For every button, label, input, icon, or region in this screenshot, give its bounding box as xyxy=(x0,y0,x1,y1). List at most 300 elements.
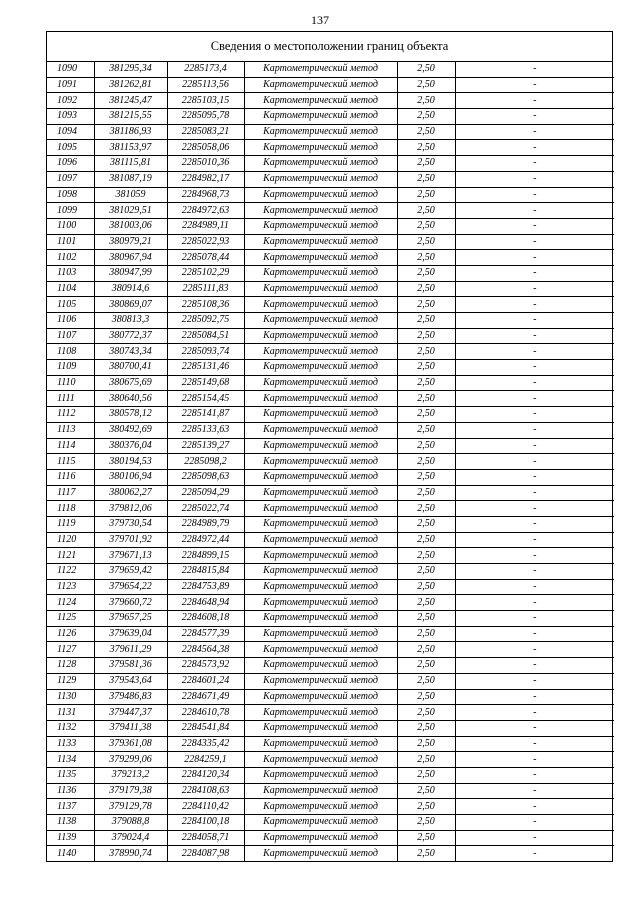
y-coordinate-cell: 2285058,06 xyxy=(167,140,244,156)
description-cell: - xyxy=(455,595,614,611)
method-cell: Картометрический метод xyxy=(244,736,397,752)
point-number-cell: 1109 xyxy=(47,360,94,376)
accuracy-cell: 2,50 xyxy=(397,140,455,156)
description-cell: - xyxy=(455,250,614,266)
method-cell: Картометрический метод xyxy=(244,846,397,861)
method-cell: Картометрический метод xyxy=(244,234,397,250)
accuracy-cell: 2,50 xyxy=(397,485,455,501)
description-cell: - xyxy=(455,564,614,580)
description-cell: - xyxy=(455,752,614,768)
table-row xyxy=(47,799,614,815)
description-cell: - xyxy=(455,109,614,125)
accuracy-cell: 2,50 xyxy=(397,579,455,595)
point-number-cell: 1135 xyxy=(47,767,94,783)
table-title: Сведения о местоположении границ объекта xyxy=(47,32,612,62)
accuracy-cell: 2,50 xyxy=(397,344,455,360)
point-number-cell: 1101 xyxy=(47,234,94,250)
method-cell: Картометрический метод xyxy=(244,156,397,172)
accuracy-cell: 2,50 xyxy=(397,250,455,266)
method-cell: Картометрический метод xyxy=(244,548,397,564)
point-number-cell: 1124 xyxy=(47,595,94,611)
description-cell: - xyxy=(455,799,614,815)
accuracy-cell: 2,50 xyxy=(397,626,455,642)
description-cell: - xyxy=(455,830,614,846)
point-number-cell: 1095 xyxy=(47,140,94,156)
y-coordinate-cell: 2285108,36 xyxy=(167,297,244,313)
table-row xyxy=(47,375,614,391)
description-cell: - xyxy=(455,171,614,187)
description-cell: - xyxy=(455,626,614,642)
table-row xyxy=(47,579,614,595)
method-cell: Картометрический метод xyxy=(244,626,397,642)
x-coordinate-cell: 379213,2 xyxy=(94,767,167,783)
point-number-cell: 1140 xyxy=(47,846,94,861)
x-coordinate-cell: 378990,74 xyxy=(94,846,167,861)
table-row xyxy=(47,218,614,234)
table-row xyxy=(47,109,614,125)
accuracy-cell: 2,50 xyxy=(397,313,455,329)
method-cell: Картометрический метод xyxy=(244,375,397,391)
description-cell: - xyxy=(455,391,614,407)
description-cell: - xyxy=(455,313,614,329)
x-coordinate-cell: 380967,94 xyxy=(94,250,167,266)
method-cell: Картометрический метод xyxy=(244,485,397,501)
point-number-cell: 1119 xyxy=(47,516,94,532)
y-coordinate-cell: 2284610,78 xyxy=(167,705,244,721)
table-row xyxy=(47,171,614,187)
method-cell: Картометрический метод xyxy=(244,767,397,783)
point-number-cell: 1099 xyxy=(47,203,94,219)
x-coordinate-cell: 381115,81 xyxy=(94,156,167,172)
table-row xyxy=(47,328,614,344)
x-coordinate-cell: 381215,55 xyxy=(94,109,167,125)
table-row xyxy=(47,658,614,674)
boundary-table-frame xyxy=(46,31,613,862)
description-cell: - xyxy=(455,265,614,281)
x-coordinate-cell: 379659,42 xyxy=(94,564,167,580)
accuracy-cell: 2,50 xyxy=(397,187,455,203)
y-coordinate-cell: 2284564,38 xyxy=(167,642,244,658)
table-row xyxy=(47,313,614,329)
accuracy-cell: 2,50 xyxy=(397,124,455,140)
boundary-points-table xyxy=(47,62,614,861)
method-cell: Картометрический метод xyxy=(244,516,397,532)
method-cell: Картометрический метод xyxy=(244,328,397,344)
x-coordinate-cell: 381262,81 xyxy=(94,77,167,93)
y-coordinate-cell: 2284058,71 xyxy=(167,830,244,846)
x-coordinate-cell: 379411,38 xyxy=(94,720,167,736)
y-coordinate-cell: 2285095,78 xyxy=(167,109,244,125)
y-coordinate-cell: 2284259,1 xyxy=(167,752,244,768)
point-number-cell: 1097 xyxy=(47,171,94,187)
y-coordinate-cell: 2285092,75 xyxy=(167,313,244,329)
description-cell: - xyxy=(455,673,614,689)
table-row xyxy=(47,783,614,799)
description-cell: - xyxy=(455,611,614,627)
x-coordinate-cell: 379657,25 xyxy=(94,611,167,627)
y-coordinate-cell: 2285113,56 xyxy=(167,77,244,93)
x-coordinate-cell: 380743,34 xyxy=(94,344,167,360)
method-cell: Картометрический метод xyxy=(244,124,397,140)
description-cell: - xyxy=(455,234,614,250)
description-cell: - xyxy=(455,297,614,313)
point-number-cell: 1102 xyxy=(47,250,94,266)
accuracy-cell: 2,50 xyxy=(397,203,455,219)
x-coordinate-cell: 380062,27 xyxy=(94,485,167,501)
table-row xyxy=(47,360,614,376)
description-cell: - xyxy=(455,281,614,297)
table-row xyxy=(47,705,614,721)
method-cell: Картометрический метод xyxy=(244,344,397,360)
y-coordinate-cell: 2285131,46 xyxy=(167,360,244,376)
table-row xyxy=(47,485,614,501)
x-coordinate-cell: 379129,78 xyxy=(94,799,167,815)
description-cell: - xyxy=(455,469,614,485)
table-row xyxy=(47,611,614,627)
point-number-cell: 1123 xyxy=(47,579,94,595)
x-coordinate-cell: 379639,04 xyxy=(94,626,167,642)
description-cell: - xyxy=(455,156,614,172)
x-coordinate-cell: 379611,29 xyxy=(94,642,167,658)
table-row xyxy=(47,501,614,517)
table-row xyxy=(47,736,614,752)
description-cell: - xyxy=(455,375,614,391)
accuracy-cell: 2,50 xyxy=(397,548,455,564)
y-coordinate-cell: 2284648,94 xyxy=(167,595,244,611)
x-coordinate-cell: 380772,37 xyxy=(94,328,167,344)
accuracy-cell: 2,50 xyxy=(397,705,455,721)
x-coordinate-cell: 379701,92 xyxy=(94,532,167,548)
method-cell: Картометрический метод xyxy=(244,313,397,329)
point-number-cell: 1105 xyxy=(47,297,94,313)
x-coordinate-cell: 379660,72 xyxy=(94,595,167,611)
method-cell: Картометрический метод xyxy=(244,830,397,846)
table-row xyxy=(47,626,614,642)
x-coordinate-cell: 381186,93 xyxy=(94,124,167,140)
method-cell: Картометрический метод xyxy=(244,799,397,815)
method-cell: Картометрический метод xyxy=(244,454,397,470)
point-number-cell: 1120 xyxy=(47,532,94,548)
method-cell: Картометрический метод xyxy=(244,595,397,611)
table-row xyxy=(47,265,614,281)
y-coordinate-cell: 2284100,18 xyxy=(167,815,244,831)
x-coordinate-cell: 381003,06 xyxy=(94,218,167,234)
x-coordinate-cell: 381087,19 xyxy=(94,171,167,187)
accuracy-cell: 2,50 xyxy=(397,846,455,861)
point-number-cell: 1115 xyxy=(47,454,94,470)
y-coordinate-cell: 2284573,92 xyxy=(167,658,244,674)
x-coordinate-cell: 381295,34 xyxy=(94,62,167,77)
description-cell: - xyxy=(455,203,614,219)
y-coordinate-cell: 2284335,42 xyxy=(167,736,244,752)
y-coordinate-cell: 2285098,63 xyxy=(167,469,244,485)
description-cell: - xyxy=(455,579,614,595)
point-number-cell: 1127 xyxy=(47,642,94,658)
point-number-cell: 1112 xyxy=(47,407,94,423)
y-coordinate-cell: 2284541,84 xyxy=(167,720,244,736)
table-row xyxy=(47,815,614,831)
accuracy-cell: 2,50 xyxy=(397,689,455,705)
description-cell: - xyxy=(455,344,614,360)
table-row xyxy=(47,595,614,611)
accuracy-cell: 2,50 xyxy=(397,328,455,344)
point-number-cell: 1113 xyxy=(47,422,94,438)
x-coordinate-cell: 380914,6 xyxy=(94,281,167,297)
accuracy-cell: 2,50 xyxy=(397,658,455,674)
x-coordinate-cell: 380106,94 xyxy=(94,469,167,485)
point-number-cell: 1139 xyxy=(47,830,94,846)
description-cell: - xyxy=(455,846,614,861)
method-cell: Картометрический метод xyxy=(244,611,397,627)
table-row xyxy=(47,438,614,454)
table-body xyxy=(47,62,614,861)
description-cell: - xyxy=(455,720,614,736)
description-cell: - xyxy=(455,548,614,564)
accuracy-cell: 2,50 xyxy=(397,93,455,109)
method-cell: Картометрический метод xyxy=(244,705,397,721)
table-row xyxy=(47,203,614,219)
y-coordinate-cell: 2284601,24 xyxy=(167,673,244,689)
y-coordinate-cell: 2284110,42 xyxy=(167,799,244,815)
point-number-cell: 1103 xyxy=(47,265,94,281)
x-coordinate-cell: 379447,37 xyxy=(94,705,167,721)
method-cell: Картометрический метод xyxy=(244,281,397,297)
accuracy-cell: 2,50 xyxy=(397,265,455,281)
method-cell: Картометрический метод xyxy=(244,501,397,517)
accuracy-cell: 2,50 xyxy=(397,438,455,454)
y-coordinate-cell: 2285093,74 xyxy=(167,344,244,360)
description-cell: - xyxy=(455,689,614,705)
method-cell: Картометрический метод xyxy=(244,689,397,705)
point-number-cell: 1096 xyxy=(47,156,94,172)
method-cell: Картометрический метод xyxy=(244,140,397,156)
point-number-cell: 1106 xyxy=(47,313,94,329)
y-coordinate-cell: 2285149,68 xyxy=(167,375,244,391)
x-coordinate-cell: 380194,53 xyxy=(94,454,167,470)
method-cell: Картометрический метод xyxy=(244,203,397,219)
point-number-cell: 1128 xyxy=(47,658,94,674)
accuracy-cell: 2,50 xyxy=(397,564,455,580)
table-row xyxy=(47,234,614,250)
accuracy-cell: 2,50 xyxy=(397,673,455,689)
method-cell: Картометрический метод xyxy=(244,673,397,689)
point-number-cell: 1129 xyxy=(47,673,94,689)
point-number-cell: 1108 xyxy=(47,344,94,360)
table-row xyxy=(47,391,614,407)
point-number-cell: 1090 xyxy=(47,62,94,77)
table-row xyxy=(47,830,614,846)
method-cell: Картометрический метод xyxy=(244,815,397,831)
point-number-cell: 1138 xyxy=(47,815,94,831)
accuracy-cell: 2,50 xyxy=(397,297,455,313)
description-cell: - xyxy=(455,62,614,77)
point-number-cell: 1118 xyxy=(47,501,94,517)
x-coordinate-cell: 379654,22 xyxy=(94,579,167,595)
y-coordinate-cell: 2284972,63 xyxy=(167,203,244,219)
y-coordinate-cell: 2284989,11 xyxy=(167,218,244,234)
description-cell: - xyxy=(455,642,614,658)
y-coordinate-cell: 2284120,34 xyxy=(167,767,244,783)
table-row xyxy=(47,673,614,689)
table-row xyxy=(47,297,614,313)
accuracy-cell: 2,50 xyxy=(397,218,455,234)
point-number-cell: 1111 xyxy=(47,391,94,407)
y-coordinate-cell: 2285022,74 xyxy=(167,501,244,517)
y-coordinate-cell: 2285010,36 xyxy=(167,156,244,172)
description-cell: - xyxy=(455,218,614,234)
table-row xyxy=(47,767,614,783)
y-coordinate-cell: 2284753,89 xyxy=(167,579,244,595)
table-row xyxy=(47,532,614,548)
x-coordinate-cell: 380640,56 xyxy=(94,391,167,407)
description-cell: - xyxy=(455,501,614,517)
accuracy-cell: 2,50 xyxy=(397,611,455,627)
description-cell: - xyxy=(455,485,614,501)
accuracy-cell: 2,50 xyxy=(397,454,455,470)
accuracy-cell: 2,50 xyxy=(397,815,455,831)
x-coordinate-cell: 379024,4 xyxy=(94,830,167,846)
y-coordinate-cell: 2285078,44 xyxy=(167,250,244,266)
x-coordinate-cell: 379671,13 xyxy=(94,548,167,564)
table-row xyxy=(47,407,614,423)
accuracy-cell: 2,50 xyxy=(397,752,455,768)
accuracy-cell: 2,50 xyxy=(397,736,455,752)
description-cell: - xyxy=(455,705,614,721)
accuracy-cell: 2,50 xyxy=(397,799,455,815)
y-coordinate-cell: 2285173,4 xyxy=(167,62,244,77)
y-coordinate-cell: 2284989,79 xyxy=(167,516,244,532)
x-coordinate-cell: 380376,04 xyxy=(94,438,167,454)
accuracy-cell: 2,50 xyxy=(397,156,455,172)
x-coordinate-cell: 380813,3 xyxy=(94,313,167,329)
table-row xyxy=(47,62,614,77)
x-coordinate-cell: 380578,12 xyxy=(94,407,167,423)
method-cell: Картометрический метод xyxy=(244,93,397,109)
point-number-cell: 1100 xyxy=(47,218,94,234)
accuracy-cell: 2,50 xyxy=(397,595,455,611)
point-number-cell: 1091 xyxy=(47,77,94,93)
y-coordinate-cell: 2284577,39 xyxy=(167,626,244,642)
point-number-cell: 1092 xyxy=(47,93,94,109)
y-coordinate-cell: 2284671,49 xyxy=(167,689,244,705)
y-coordinate-cell: 2285094,29 xyxy=(167,485,244,501)
table-row xyxy=(47,250,614,266)
description-cell: - xyxy=(455,516,614,532)
table-row xyxy=(47,140,614,156)
table-row xyxy=(47,720,614,736)
table-row xyxy=(47,642,614,658)
y-coordinate-cell: 2285139,27 xyxy=(167,438,244,454)
x-coordinate-cell: 380700,41 xyxy=(94,360,167,376)
accuracy-cell: 2,50 xyxy=(397,767,455,783)
method-cell: Картометрический метод xyxy=(244,250,397,266)
y-coordinate-cell: 2284899,15 xyxy=(167,548,244,564)
accuracy-cell: 2,50 xyxy=(397,109,455,125)
x-coordinate-cell: 379088,8 xyxy=(94,815,167,831)
accuracy-cell: 2,50 xyxy=(397,77,455,93)
accuracy-cell: 2,50 xyxy=(397,469,455,485)
description-cell: - xyxy=(455,532,614,548)
point-number-cell: 1094 xyxy=(47,124,94,140)
y-coordinate-cell: 2284608,18 xyxy=(167,611,244,627)
table-row xyxy=(47,516,614,532)
accuracy-cell: 2,50 xyxy=(397,281,455,297)
y-coordinate-cell: 2285111,83 xyxy=(167,281,244,297)
accuracy-cell: 2,50 xyxy=(397,532,455,548)
table-row xyxy=(47,564,614,580)
method-cell: Картометрический метод xyxy=(244,391,397,407)
description-cell: - xyxy=(455,736,614,752)
description-cell: - xyxy=(455,658,614,674)
method-cell: Картометрический метод xyxy=(244,752,397,768)
x-coordinate-cell: 381059 xyxy=(94,187,167,203)
x-coordinate-cell: 381153,97 xyxy=(94,140,167,156)
y-coordinate-cell: 2285103,15 xyxy=(167,93,244,109)
method-cell: Картометрический метод xyxy=(244,422,397,438)
description-cell: - xyxy=(455,454,614,470)
x-coordinate-cell: 380947,99 xyxy=(94,265,167,281)
description-cell: - xyxy=(455,815,614,831)
accuracy-cell: 2,50 xyxy=(397,422,455,438)
description-cell: - xyxy=(455,77,614,93)
y-coordinate-cell: 2284087,98 xyxy=(167,846,244,861)
page-number: 137 xyxy=(311,13,329,27)
x-coordinate-cell: 381029,51 xyxy=(94,203,167,219)
description-cell: - xyxy=(455,140,614,156)
y-coordinate-cell: 2285133,63 xyxy=(167,422,244,438)
method-cell: Картометрический метод xyxy=(244,658,397,674)
point-number-cell: 1122 xyxy=(47,564,94,580)
method-cell: Картометрический метод xyxy=(244,62,397,77)
point-number-cell: 1134 xyxy=(47,752,94,768)
point-number-cell: 1130 xyxy=(47,689,94,705)
x-coordinate-cell: 379361,08 xyxy=(94,736,167,752)
x-coordinate-cell: 380869,07 xyxy=(94,297,167,313)
point-number-cell: 1121 xyxy=(47,548,94,564)
y-coordinate-cell: 2285083,21 xyxy=(167,124,244,140)
x-coordinate-cell: 379581,36 xyxy=(94,658,167,674)
x-coordinate-cell: 379812,06 xyxy=(94,501,167,517)
method-cell: Картометрический метод xyxy=(244,265,397,281)
x-coordinate-cell: 379543,64 xyxy=(94,673,167,689)
accuracy-cell: 2,50 xyxy=(397,407,455,423)
y-coordinate-cell: 2285154,45 xyxy=(167,391,244,407)
description-cell: - xyxy=(455,438,614,454)
accuracy-cell: 2,50 xyxy=(397,360,455,376)
x-coordinate-cell: 380979,21 xyxy=(94,234,167,250)
method-cell: Картометрический метод xyxy=(244,469,397,485)
accuracy-cell: 2,50 xyxy=(397,783,455,799)
x-coordinate-cell: 380675,69 xyxy=(94,375,167,391)
table-row xyxy=(47,454,614,470)
table-row xyxy=(47,77,614,93)
method-cell: Картометрический метод xyxy=(244,218,397,234)
x-coordinate-cell: 381245,47 xyxy=(94,93,167,109)
point-number-cell: 1137 xyxy=(47,799,94,815)
table-row xyxy=(47,344,614,360)
table-row xyxy=(47,422,614,438)
method-cell: Картометрический метод xyxy=(244,297,397,313)
y-coordinate-cell: 2284968,73 xyxy=(167,187,244,203)
description-cell: - xyxy=(455,187,614,203)
accuracy-cell: 2,50 xyxy=(397,642,455,658)
table-row xyxy=(47,548,614,564)
accuracy-cell: 2,50 xyxy=(397,720,455,736)
accuracy-cell: 2,50 xyxy=(397,391,455,407)
point-number-cell: 1107 xyxy=(47,328,94,344)
method-cell: Картометрический метод xyxy=(244,532,397,548)
table-row xyxy=(47,752,614,768)
